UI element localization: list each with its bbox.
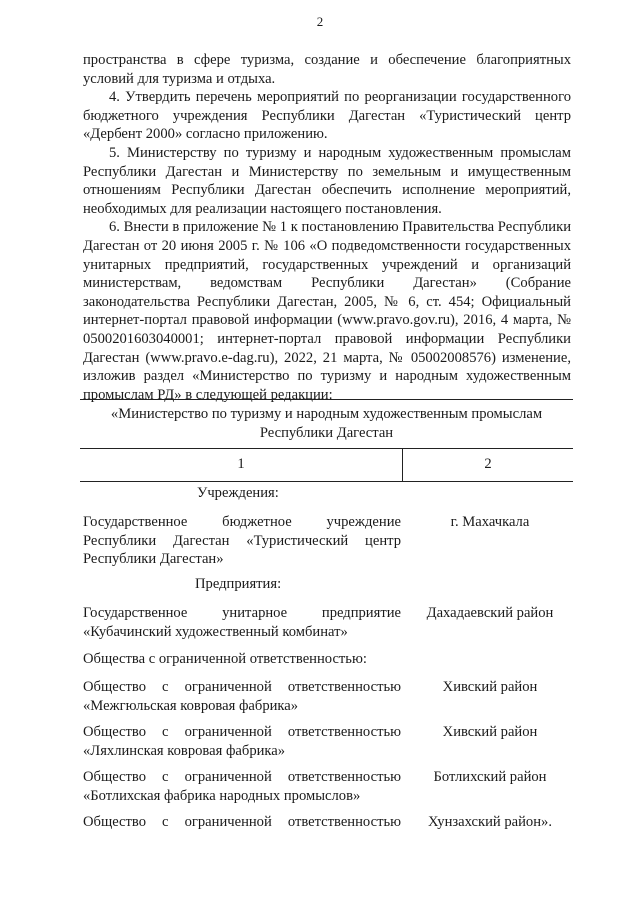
column-header-1: 1	[237, 456, 245, 472]
row-organization-name: Общество с ограниченной ответственностью	[83, 814, 401, 830]
table-title: «Министерство по туризму и народным художественным промыслам Республики Дагестан	[110, 406, 543, 441]
row-location: Дахадаевский район	[426, 605, 554, 621]
row-location: Хивский район	[442, 724, 538, 740]
section-heading-llc: Общества с ограниченной ответственностью:	[83, 651, 367, 667]
paragraph-item-4: 4. Утвердить перечень мероприятий по реорганизации государственного бюджетного учреждения Республики Дагестан «Туристический центр «Дербент 2000» согласно приложению.	[83, 89, 571, 143]
paragraph-item-5: 5. Министерству по туризму и народным художественным промыслам Республики Дагестан и Министерству по земельным и имущественным отношениям Республики Дагестан обеспечить исполнение мероприятий, необходимых для реализации настоящего постановления.	[83, 144, 571, 217]
row-location: Хивский район	[442, 679, 538, 695]
section-heading-enterprises: Предприятия:	[195, 576, 282, 592]
row-organization-name: Государственное бюджетное учреждение Республики Дагестан «Туристический центр Республики Дагестан»	[83, 514, 401, 568]
table-top-border	[80, 399, 573, 400]
column-header-2: 2	[484, 456, 492, 472]
row-location: Ботлихский район	[433, 769, 547, 785]
row-organization-name: Государственное унитарное предприятие «Кубачинский художественный комбинат»	[83, 605, 401, 640]
row-location: г. Махачкала	[450, 514, 530, 530]
table-header-row	[80, 448, 573, 482]
document-body	[83, 51, 571, 404]
row-organization-name: Общество с ограниченной ответственностью «Ляхлинская ковровая фабрика»	[83, 724, 401, 759]
row-organization-name: Общество с ограниченной ответственностью «Межгюльская ковровая фабрика»	[83, 679, 401, 714]
row-location: Хунзахский район».	[428, 814, 552, 830]
paragraph-item-6: 6. Внести в приложение № 1 к постановлению Правительства Республики Дагестан от 20 июня 2005 г. № 106 «О подведомственности государственных унитарных предприятий, государственных учреждений и организаций министерствам, ведомствам Республики Дагестан» (Собрание законодательства Республики Дагестан, 2005, № 6, ст. 454; Официальный интернет-портал правовой информации (www.pravo.gov.ru), 2016, 4 марта, № 0500201603040001; интернет-портал правовой информации Республики Дагестан (www.pravo.e-dag.ru), 2022, 21 марта, № 05002008576) изменение, изложив раздел «Министерство по туризму и народным художественным промыслам РД» в следующей редакции:	[83, 219, 571, 403]
section-heading-institutions: Учреждения:	[197, 485, 279, 501]
paragraph-continuation: пространства в сфере туризма, создание и обеспечение благоприятных условий для туризма и отдыха.	[83, 52, 571, 87]
page-number: 2	[316, 14, 324, 29]
row-organization-name: Общество с ограниченной ответственностью «Ботлихская фабрика народных промыслов»	[83, 769, 401, 804]
